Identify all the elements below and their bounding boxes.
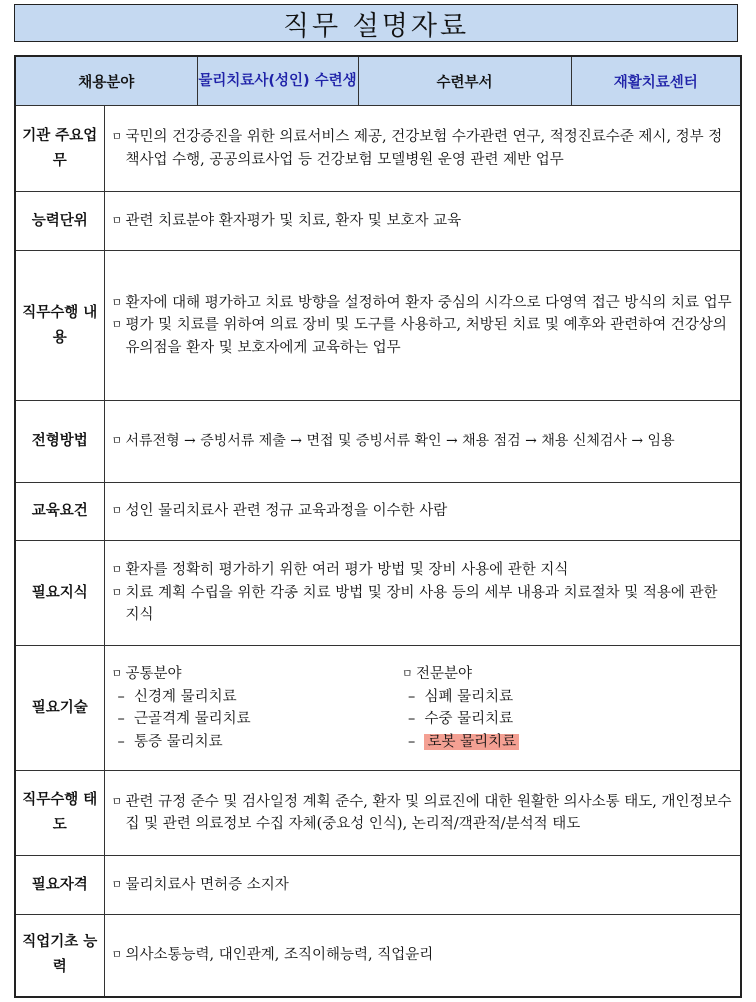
- list-item: ㅁ 평가 및 치료를 위하여 의료 장비 및 도구를 사용하고, 처방된 치료 및 예후와 관련하여 건강상의 유의점을 환자 및 보호자에게 교육하는 업무: [112, 314, 733, 359]
- bullet-icon: ㅁ: [111, 318, 123, 332]
- list-item: ㅁ 관련 규정 준수 및 검사일정 계획 준수, 환자 및 의료진에 대한 원활한 의사소통 태도, 개인정보수집 및 관련 의료정보 수집 자체(중요성 인식), 논리적/객관적/분석적 태도: [112, 791, 733, 836]
- bullet-icon: ㅁ: [111, 877, 123, 891]
- list-item: ㅁ 관련 치료분야 환자평가 및 치료, 환자 및 보호자 교육: [112, 210, 733, 233]
- row-qualification: [15, 856, 741, 915]
- list-item: ㅁ 치료 계획 수립을 위한 각종 치료 방법 및 장비 사용 등의 세부 내용과 치료절차 및 적용에 관한 지식: [112, 582, 733, 627]
- row-label: 전형방법: [15, 401, 104, 483]
- row-label: 필요자격: [15, 856, 104, 915]
- common-skills: [112, 663, 403, 753]
- bullet-icon: ㅁ: [402, 667, 413, 680]
- list-item: – 수중 물리치료: [408, 711, 514, 727]
- bullet-icon: ㅁ: [111, 563, 123, 577]
- row-org-duties: [15, 106, 741, 192]
- list-item: ㅁ 전문분야: [402, 663, 732, 686]
- field-value: 물리치료사(성인) 수련생: [197, 56, 358, 106]
- dept-label: 수련부서: [358, 56, 571, 106]
- bullet-icon: ㅁ: [111, 213, 123, 227]
- row-label: 직무수행 내용: [15, 251, 104, 401]
- row-content: [104, 401, 741, 483]
- header-row: [15, 56, 741, 106]
- row-label: 능력단위: [15, 192, 104, 251]
- row-attitude: [15, 771, 741, 856]
- row-label: 직무수행 태도: [15, 771, 104, 856]
- field-label: 채용분야: [15, 56, 197, 106]
- list-item: ㅁ 공통분야: [112, 663, 403, 686]
- special-skills: [402, 663, 732, 753]
- row-label: 필요지식: [15, 541, 104, 646]
- row-content: [104, 646, 741, 771]
- row-content: [104, 106, 741, 192]
- row-education: [15, 483, 741, 541]
- row-duties: [15, 251, 741, 401]
- row-skills: [15, 646, 741, 771]
- row-content: [104, 915, 741, 997]
- row-content: [104, 771, 741, 856]
- row-content: [104, 251, 741, 401]
- list-item: ㅁ 성인 물리치료사 관련 정규 교육과정을 이수한 사람: [112, 500, 733, 523]
- job-description-table: [14, 55, 742, 998]
- bullet-icon: ㅁ: [111, 504, 123, 518]
- highlighted-skill: 로봇 물리치료: [424, 734, 519, 750]
- row-knowledge: [15, 541, 741, 646]
- bullet-icon: ㅁ: [111, 948, 123, 961]
- bullet-icon: ㅁ: [111, 434, 123, 448]
- list-item: ㅁ 물리치료사 면허증 소지자: [112, 874, 733, 897]
- row-label: 직업기초 능력: [15, 915, 104, 997]
- list-item: ㅁ 의사소통능력, 대인관계, 조직이해능력, 직업윤리: [112, 944, 733, 967]
- row-label: 교육요건: [15, 483, 104, 541]
- list-item: ㅁ 환자에 대해 평가하고 치료 방향을 설정하여 환자 중심의 시각으로 다영역 접근 방식의 치료 업무: [112, 292, 733, 315]
- row-content: [104, 192, 741, 251]
- row-competency: [15, 192, 741, 251]
- dept-value: 재활치료센터: [571, 56, 741, 106]
- list-item: ㅁ 국민의 건강증진을 위한 의료서비스 제공, 건강보험 수가관련 연구, 적정진료수준 제시, 정부 정책사업 수행, 공공의료사업 등 건강보험 모델병원 운영 관련 제반 업무: [112, 126, 733, 171]
- bullet-icon: ㅁ: [111, 295, 123, 309]
- document-title: 직무 설명자료: [14, 4, 738, 42]
- bullet-icon: ㅁ: [111, 794, 123, 808]
- bullet-icon: ㅁ: [111, 130, 123, 143]
- bullet-icon: ㅁ: [111, 585, 123, 599]
- skills-columns: [112, 663, 733, 753]
- list-item: ㅁ 서류전형 → 증빙서류 제출 → 면접 및 증빙서류 확인 → 채용 점검 → 채용 신체검사 → 임용: [112, 430, 733, 453]
- list-item: – 통증 물리치료: [117, 733, 223, 750]
- list-item: – 로봇 물리치료: [402, 731, 732, 754]
- list-item: – 근골격계 물리치료: [117, 711, 251, 727]
- row-basic: [15, 915, 741, 997]
- list-item: – 신경계 물리치료: [117, 688, 237, 705]
- row-content: [104, 483, 741, 541]
- row-selection: [15, 401, 741, 483]
- row-label: 기관 주요업무: [15, 106, 104, 192]
- list-item: – 심폐 물리치료: [408, 688, 514, 705]
- bullet-icon: ㅁ: [111, 667, 123, 680]
- row-content: [104, 541, 741, 646]
- list-item: ㅁ 환자를 정확히 평가하기 위한 여러 평가 방법 및 장비 사용에 관한 지식: [112, 559, 733, 582]
- row-label: 필요기술: [15, 646, 104, 771]
- row-content: [104, 856, 741, 915]
